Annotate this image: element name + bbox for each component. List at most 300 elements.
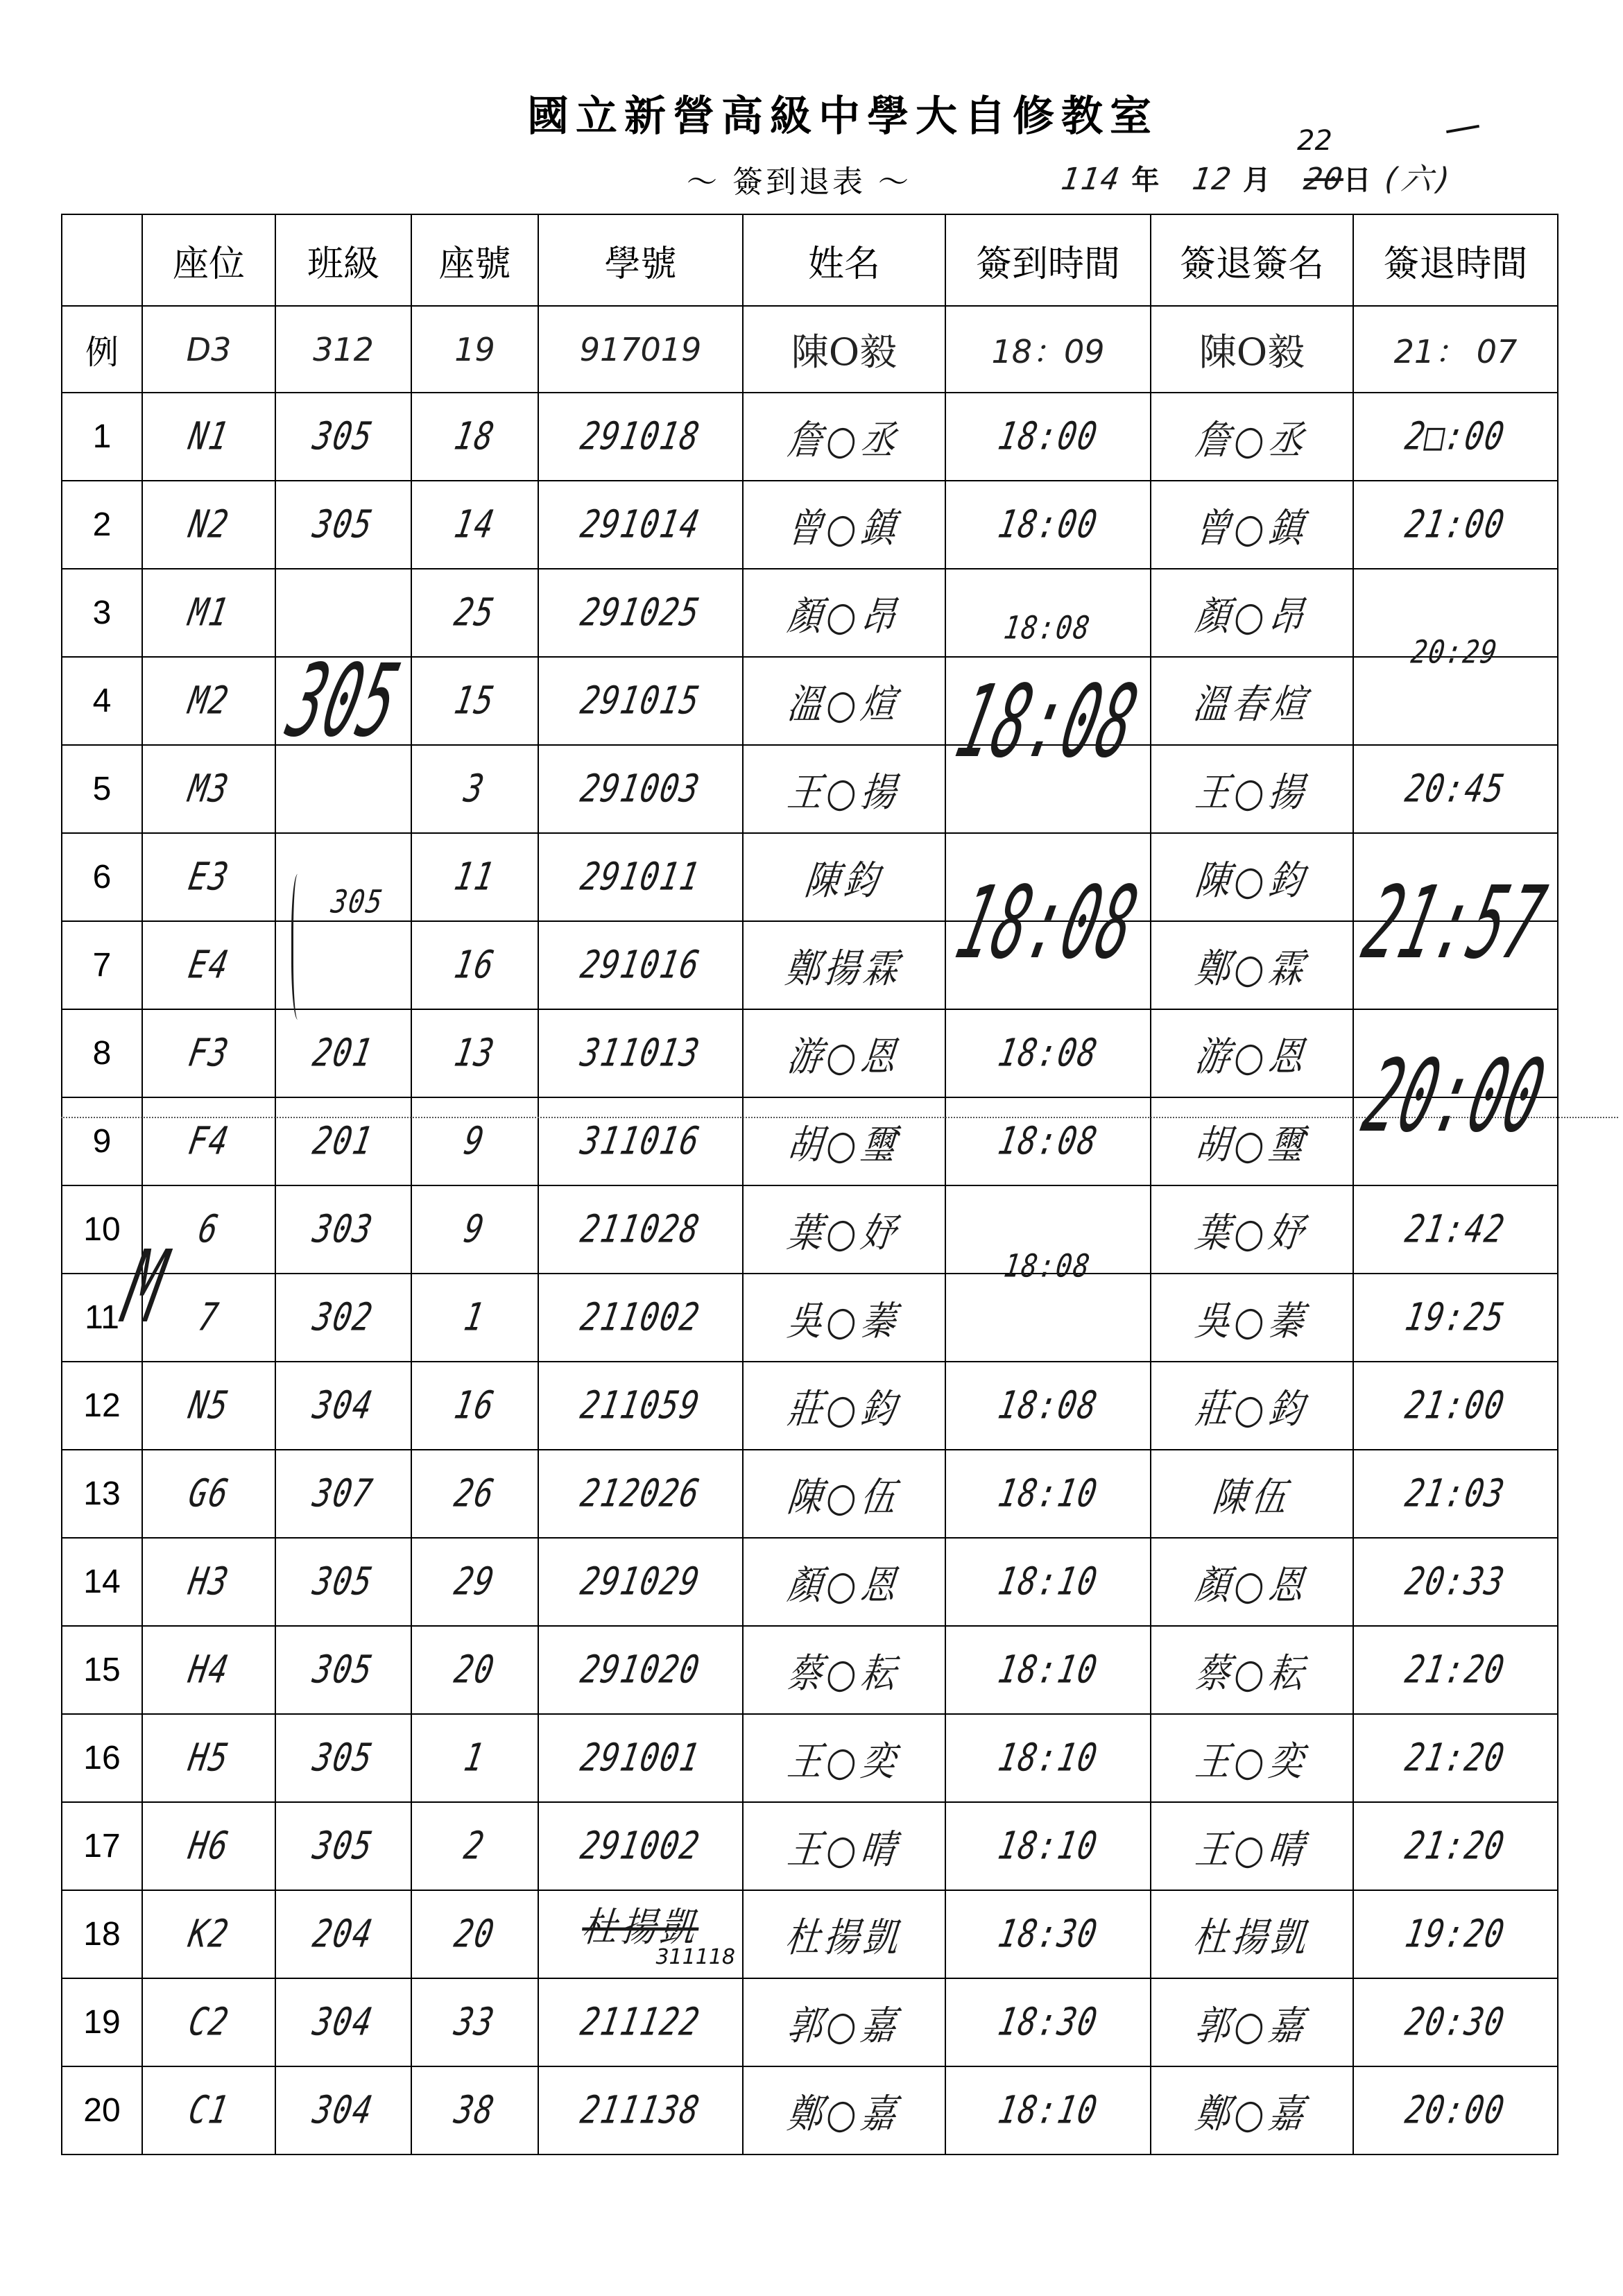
seat: E3 [184,855,233,900]
col-header-checkout-time: 簽退時間 [1353,214,1558,306]
checkin-span-rows-10-11: 18:08 [1002,1247,1093,1285]
checkout-time-cell [1353,921,1558,1009]
row-index-cell: 1 [62,393,142,481]
sheet-subtitle: ～ 簽到退表 ～ [687,164,911,200]
class: 201 [309,1031,377,1076]
student-name: 葉○妤 [785,1209,902,1256]
checkout-signature-cell [1151,569,1353,657]
checkout-time: 21:00 [1402,1383,1509,1428]
seat: 6 [195,1207,223,1252]
seat: K2 [184,1912,233,1957]
student-id-cell [538,1097,743,1185]
seat-no: 2 [461,1824,489,1869]
checkout-time-cell [1353,1009,1558,1097]
student-name: 溫○煊 [785,680,902,728]
checkin-time: 18:10 [995,1559,1101,1604]
signin-table [61,214,1558,2155]
student-name: 顏○恩 [785,1561,902,1609]
checkout-signature: 游○恩 [1193,1033,1310,1080]
student-name-cell [743,657,945,745]
checkin-time-cell [945,569,1151,657]
checkin-time-cell [945,1009,1151,1097]
col-header-index [62,214,142,306]
table-row [62,1626,1558,1714]
class: 304 [309,1383,377,1428]
class-cell [275,1097,411,1185]
checkin-time: 18:10 [995,2088,1101,2133]
checkout-signature: 溫春煊 [1191,680,1313,728]
example-row [62,306,1558,393]
seat-no: 18 [451,414,499,459]
class-cell [275,1802,411,1890]
student-name-cell [743,2066,945,2154]
fold-line [61,1117,1618,1118]
checkin-time: 18:30 [995,1912,1101,1957]
checkout-signature: 陳伍 [1210,1473,1294,1520]
student-id-cell [538,569,743,657]
seat-no: 9 [461,1119,489,1164]
class: 302 [309,1295,377,1340]
student-id-cell [538,481,743,569]
checkout-signature: 陳○鈞 [1193,857,1310,904]
table-row [62,1274,1558,1362]
student-id-cell [538,921,743,1009]
seat: N2 [184,502,233,547]
seat-no-cell [411,2066,538,2154]
checkout-signature-cell [1151,393,1353,481]
checkin-time-cell [945,1890,1151,1978]
student-id-cell [538,1890,743,1978]
class-cell [275,1450,411,1538]
student-name: 杜揚凱 [783,1914,905,1961]
class-cell [275,1626,411,1714]
class: 304 [309,2000,377,2045]
checkout-signature: 顏○昂 [1193,592,1310,640]
checkin-time-cell [945,2066,1151,2154]
table-row [62,1009,1558,1097]
seat: E4 [184,943,233,988]
checkout-span-rows-8-9: 20:00 [1353,1038,1556,1154]
seat-no: 1 [461,1736,489,1781]
class-bracket-rows-6-7 [291,874,307,1020]
seat-no: 16 [451,1383,499,1428]
student-id: 211028 [577,1207,704,1252]
student-name: 王○奕 [785,1738,902,1785]
col-header-student-id: 學號 [538,214,743,306]
class-cell [275,569,411,657]
student-name: 顏○昂 [785,592,902,640]
checkin-time: 18:10 [995,1824,1101,1869]
date-year-label: 年 [1131,164,1160,196]
checkout-time: 21:42 [1402,1207,1509,1252]
row-index-cell: 7 [62,921,142,1009]
seat-no: 29 [451,1559,499,1604]
student-id: 291003 [577,766,704,812]
student-id-cell [538,393,743,481]
row-index-cell: 14 [62,1538,142,1626]
seat: C2 [184,2000,233,2045]
student-name-cell [743,745,945,833]
checkout-time: 20:00 [1402,2088,1509,2133]
student-id: 291016 [577,943,704,988]
student-id-cell [538,1714,743,1802]
checkout-signature-cell [1151,1362,1353,1450]
checkout-signature: 顏○恩 [1193,1561,1310,1609]
seat-no: 20 [451,1912,499,1957]
checkout-signature-cell [1151,481,1353,569]
student-name: 胡○璽 [785,1121,902,1168]
checkout-signature-cell [1151,1450,1353,1538]
row-index-cell: 10 [62,1185,142,1274]
checkout-signature: 鄭○霖 [1193,945,1310,992]
checkout-signature-cell [1151,1714,1353,1802]
seat-no-cell [411,745,538,833]
checkout-time: 21:20 [1402,1736,1509,1781]
class: 305 [309,1824,377,1869]
table-row [62,393,1558,481]
class-cell [275,1274,411,1362]
class: 307 [309,1471,377,1516]
seat-cell [142,1009,275,1097]
checkout-time-cell [1353,393,1558,481]
class-cell [275,2066,411,2154]
student-name-cell [743,569,945,657]
student-id: 211002 [577,1295,704,1340]
row-index-cell: 15 [62,1626,142,1714]
checkin-time: 18:08 [995,1119,1101,1164]
class-cell [275,1009,411,1097]
seat-cell [142,657,275,745]
seat: F3 [184,1031,233,1076]
checkout-signature: 杜揚凱 [1191,1914,1313,1961]
student-name: 曾○鎮 [785,504,902,551]
student-id: 291018 [577,414,704,459]
student-id: 291015 [577,678,704,723]
student-id: 291014 [577,502,704,547]
student-id: 291029 [577,1559,704,1604]
table-row [62,1890,1558,1978]
row-index-cell: 3 [62,569,142,657]
seat-cell [142,1978,275,2066]
student-name: 陳○伍 [785,1473,902,1520]
student-id: 311016 [577,1119,704,1164]
table-row [62,745,1558,833]
checkin-time-cell [945,1097,1151,1185]
class-cell [275,1978,411,2066]
checkout-time-cell [1353,1185,1558,1274]
row-index-cell: 19 [62,1978,142,2066]
student-name-cell [743,1185,945,1274]
seat-no-cell [411,1802,538,1890]
seat-cell [142,481,275,569]
row-index-cell: 4 [62,657,142,745]
seat-no-cell [411,1185,538,1274]
checkout-span-rows-3-4: 20:29 [1409,633,1501,671]
checkout-time-cell [1353,2066,1558,2154]
checkout-time: 19:20 [1402,1912,1509,1957]
seat-no: 15 [451,678,499,723]
checkout-time: 21:00 [1402,502,1509,547]
checkin-span-rows-4-5: 18:08 [945,663,1149,780]
checkout-signature: 詹○丞 [1193,416,1310,463]
checkout-signature: 鄭○嘉 [1193,2090,1310,2137]
student-name-cell [743,1802,945,1890]
seat: M1 [184,590,233,635]
seat-cell [142,2066,275,2154]
student-name: 詹○丞 [785,416,902,463]
seat: M3 [184,766,233,812]
student-name: 鄭○嘉 [785,2090,902,2137]
class: 305 [309,1736,377,1781]
row-index-cell: 12 [62,1362,142,1450]
checkin-time-cell [945,1626,1151,1714]
checkout-time-cell [1353,569,1558,657]
student-id-cell [538,1362,743,1450]
checkout-signature: 葉○妤 [1193,1209,1310,1256]
class-cell [275,1714,411,1802]
student-name-cell [743,1362,945,1450]
seat-no: 14 [451,502,499,547]
checkout-span-rows-6-7: 21:57 [1353,864,1556,981]
table-row [62,657,1558,745]
class-cell [275,481,411,569]
checkin-time-cell [945,1714,1151,1802]
checkin-time-cell [945,657,1151,745]
student-id-cell [538,1626,743,1714]
seat-cell [142,1185,275,1274]
checkout-signature-cell [1151,1890,1353,1978]
checkin-time-cell [945,1274,1151,1362]
seat-cell [142,569,275,657]
class: 204 [309,1912,377,1957]
checkout-time-cell [1353,1450,1558,1538]
student-id-cell [538,1274,743,1362]
student-id: 211138 [577,2088,704,2133]
example-label: 例 [62,306,142,393]
row-index-cell: 6 [62,833,142,921]
checkout-signature-cell [1151,1538,1353,1626]
seat-no: 9 [461,1207,489,1252]
seat-no-cell [411,1890,538,1978]
seat-no-cell [411,921,538,1009]
student-name-cell [743,481,945,569]
checkin-span-rows-3-4-small: 18:08 [1002,609,1093,646]
class: 304 [309,2088,377,2133]
example-checkout-time: 21： 07 [1353,306,1558,393]
seat-no-cell [411,393,538,481]
seat-no-cell [411,657,538,745]
student-id-cell [538,833,743,921]
seat: N1 [184,414,233,459]
seat-no: 26 [451,1471,499,1516]
seat-no: 25 [451,590,499,635]
checkout-time-cell [1353,1890,1558,1978]
table-row [62,833,1558,921]
checkout-signature: 莊○鈞 [1193,1385,1310,1432]
seat-cell [142,1626,275,1714]
checkout-time: 21:03 [1402,1471,1509,1516]
seat-no-cell [411,833,538,921]
seat-no-cell [411,1362,538,1450]
seat-cell [142,1097,275,1185]
student-name: 吳○蓁 [785,1297,902,1344]
class-span-rows-3-5: 305 [277,642,411,759]
checkin-time-cell [945,833,1151,921]
example-seat: D3 [142,306,275,393]
checkout-signature-cell [1151,1274,1353,1362]
student-name-cell [743,1714,945,1802]
seat-no-cell [411,1009,538,1097]
checkout-signature: 王○晴 [1193,1826,1310,1873]
student-id-cell [538,745,743,833]
seat: 7 [195,1295,223,1340]
student-id: 211059 [577,1383,704,1428]
row-index-cell: 2 [62,481,142,569]
example-seat-no: 19 [411,306,538,393]
seat-cell [142,745,275,833]
example-checkin-time: 18：09 [945,306,1151,393]
seat-cell [142,1362,275,1450]
table-row [62,569,1558,657]
seat: N5 [184,1383,233,1428]
row-index-cell: 9 [62,1097,142,1185]
student-id-cell [538,1009,743,1097]
date-weekday: (六) [1379,162,1456,197]
student-id-cell [538,2066,743,2154]
checkout-signature: 吳○蓁 [1193,1297,1310,1344]
checkin-time-cell [945,921,1151,1009]
seat-no-cell [411,1274,538,1362]
student-id-struck: 杜揚凱 [579,1904,701,1951]
checkout-time: 2□:00 [1402,414,1509,459]
student-id: 311013 [577,1031,704,1076]
date-month-label: 月 [1242,164,1271,196]
seat-no-cell [411,1450,538,1538]
table-row [62,921,1558,1009]
seat: H3 [184,1559,233,1604]
checkout-signature-cell [1151,745,1353,833]
checkout-signature: 蔡○耘 [1193,1650,1310,1697]
checkout-time: 20:30 [1402,2000,1509,2045]
student-id: 311118 [655,1945,735,1969]
example-name: 陳O毅 [743,306,945,393]
col-header-checkin-time: 簽到時間 [945,214,1151,306]
class-cell [275,1890,411,1978]
checkin-time-cell [945,1538,1151,1626]
checkin-time: 18:08 [995,1031,1101,1076]
seat: C1 [184,2088,233,2133]
table-row [62,2066,1558,2154]
col-header-checkout-signature: 簽退簽名 [1151,214,1353,306]
checkin-time-cell [945,393,1151,481]
checkout-signature-cell [1151,1009,1353,1097]
row-index-cell: 20 [62,2066,142,2154]
checkout-time-cell [1353,657,1558,745]
seat-no-cell [411,569,538,657]
table-row [62,1978,1558,2066]
student-name-cell [743,1626,945,1714]
seat-cell [142,1538,275,1626]
student-name-cell [743,1450,945,1538]
seat-cell [142,1714,275,1802]
class-span-rows-6-7: 305 [328,883,386,920]
checkin-time: 18:30 [995,2000,1101,2045]
seat: M2 [184,678,233,723]
student-id-cell [538,657,743,745]
student-id: 291011 [577,855,704,900]
checkout-time-cell [1353,745,1558,833]
checkout-time-cell [1353,481,1558,569]
checkout-time-cell [1353,1802,1558,1890]
date-year: 114 [1058,162,1124,197]
checkout-signature: 曾○鎮 [1193,504,1310,551]
student-name-cell [743,1009,945,1097]
date-day-struck: 20 [1301,162,1346,197]
row-index-cell: 8 [62,1009,142,1097]
checkin-time-cell [945,481,1151,569]
checkin-time-cell [945,1362,1151,1450]
table-row [62,1802,1558,1890]
header-row [62,214,1558,306]
example-student-id: 917019 [538,306,743,393]
date-month: 12 [1190,162,1235,197]
checkout-time: 21:20 [1402,1647,1509,1693]
checkout-signature-cell [1151,1802,1353,1890]
checkin-time: 18:00 [995,502,1101,547]
table-row [62,1185,1558,1274]
seat-no: 16 [451,943,499,988]
student-id: 291025 [577,590,704,635]
seat-cell [142,833,275,921]
seat-no: 33 [451,2000,499,2045]
student-name: 游○恩 [785,1033,902,1080]
student-name: 陳鈞 [802,857,886,904]
seat: H5 [184,1736,233,1781]
checkout-signature-cell [1151,833,1353,921]
checkout-signature-cell [1151,1097,1353,1185]
seat: G6 [184,1471,233,1516]
student-name: 王○晴 [785,1826,902,1873]
student-id-cell [538,1538,743,1626]
class: 201 [309,1119,377,1164]
student-name-cell [743,833,945,921]
class-cell [275,1362,411,1450]
checkin-time-cell [945,1978,1151,2066]
checkin-time-cell [945,1450,1151,1538]
seat-no: 3 [461,766,489,812]
seat-cell [142,921,275,1009]
checkout-time: 20:45 [1402,766,1509,812]
class-cell [275,1538,411,1626]
seat-no-cell [411,1538,538,1626]
checkin-time-cell [945,1802,1151,1890]
date-day-correction: 22 [1297,125,1332,157]
col-header-class: 班級 [275,214,411,306]
seat: H6 [184,1824,233,1869]
student-id: 211122 [577,2000,704,2045]
seat-no: 1 [461,1295,489,1340]
date-day-label: 日 [1343,164,1371,196]
example-checkout-signature: 陳O毅 [1151,306,1353,393]
checkin-time: 18:10 [995,1647,1101,1693]
seat-no-cell [411,1097,538,1185]
col-header-seat-no: 座號 [411,214,538,306]
date-line [1058,154,1456,198]
table-row [62,1362,1558,1450]
checkout-signature-cell [1151,1185,1353,1274]
checkout-signature: 胡○璽 [1193,1121,1310,1168]
checkout-time: 19:25 [1402,1295,1509,1340]
